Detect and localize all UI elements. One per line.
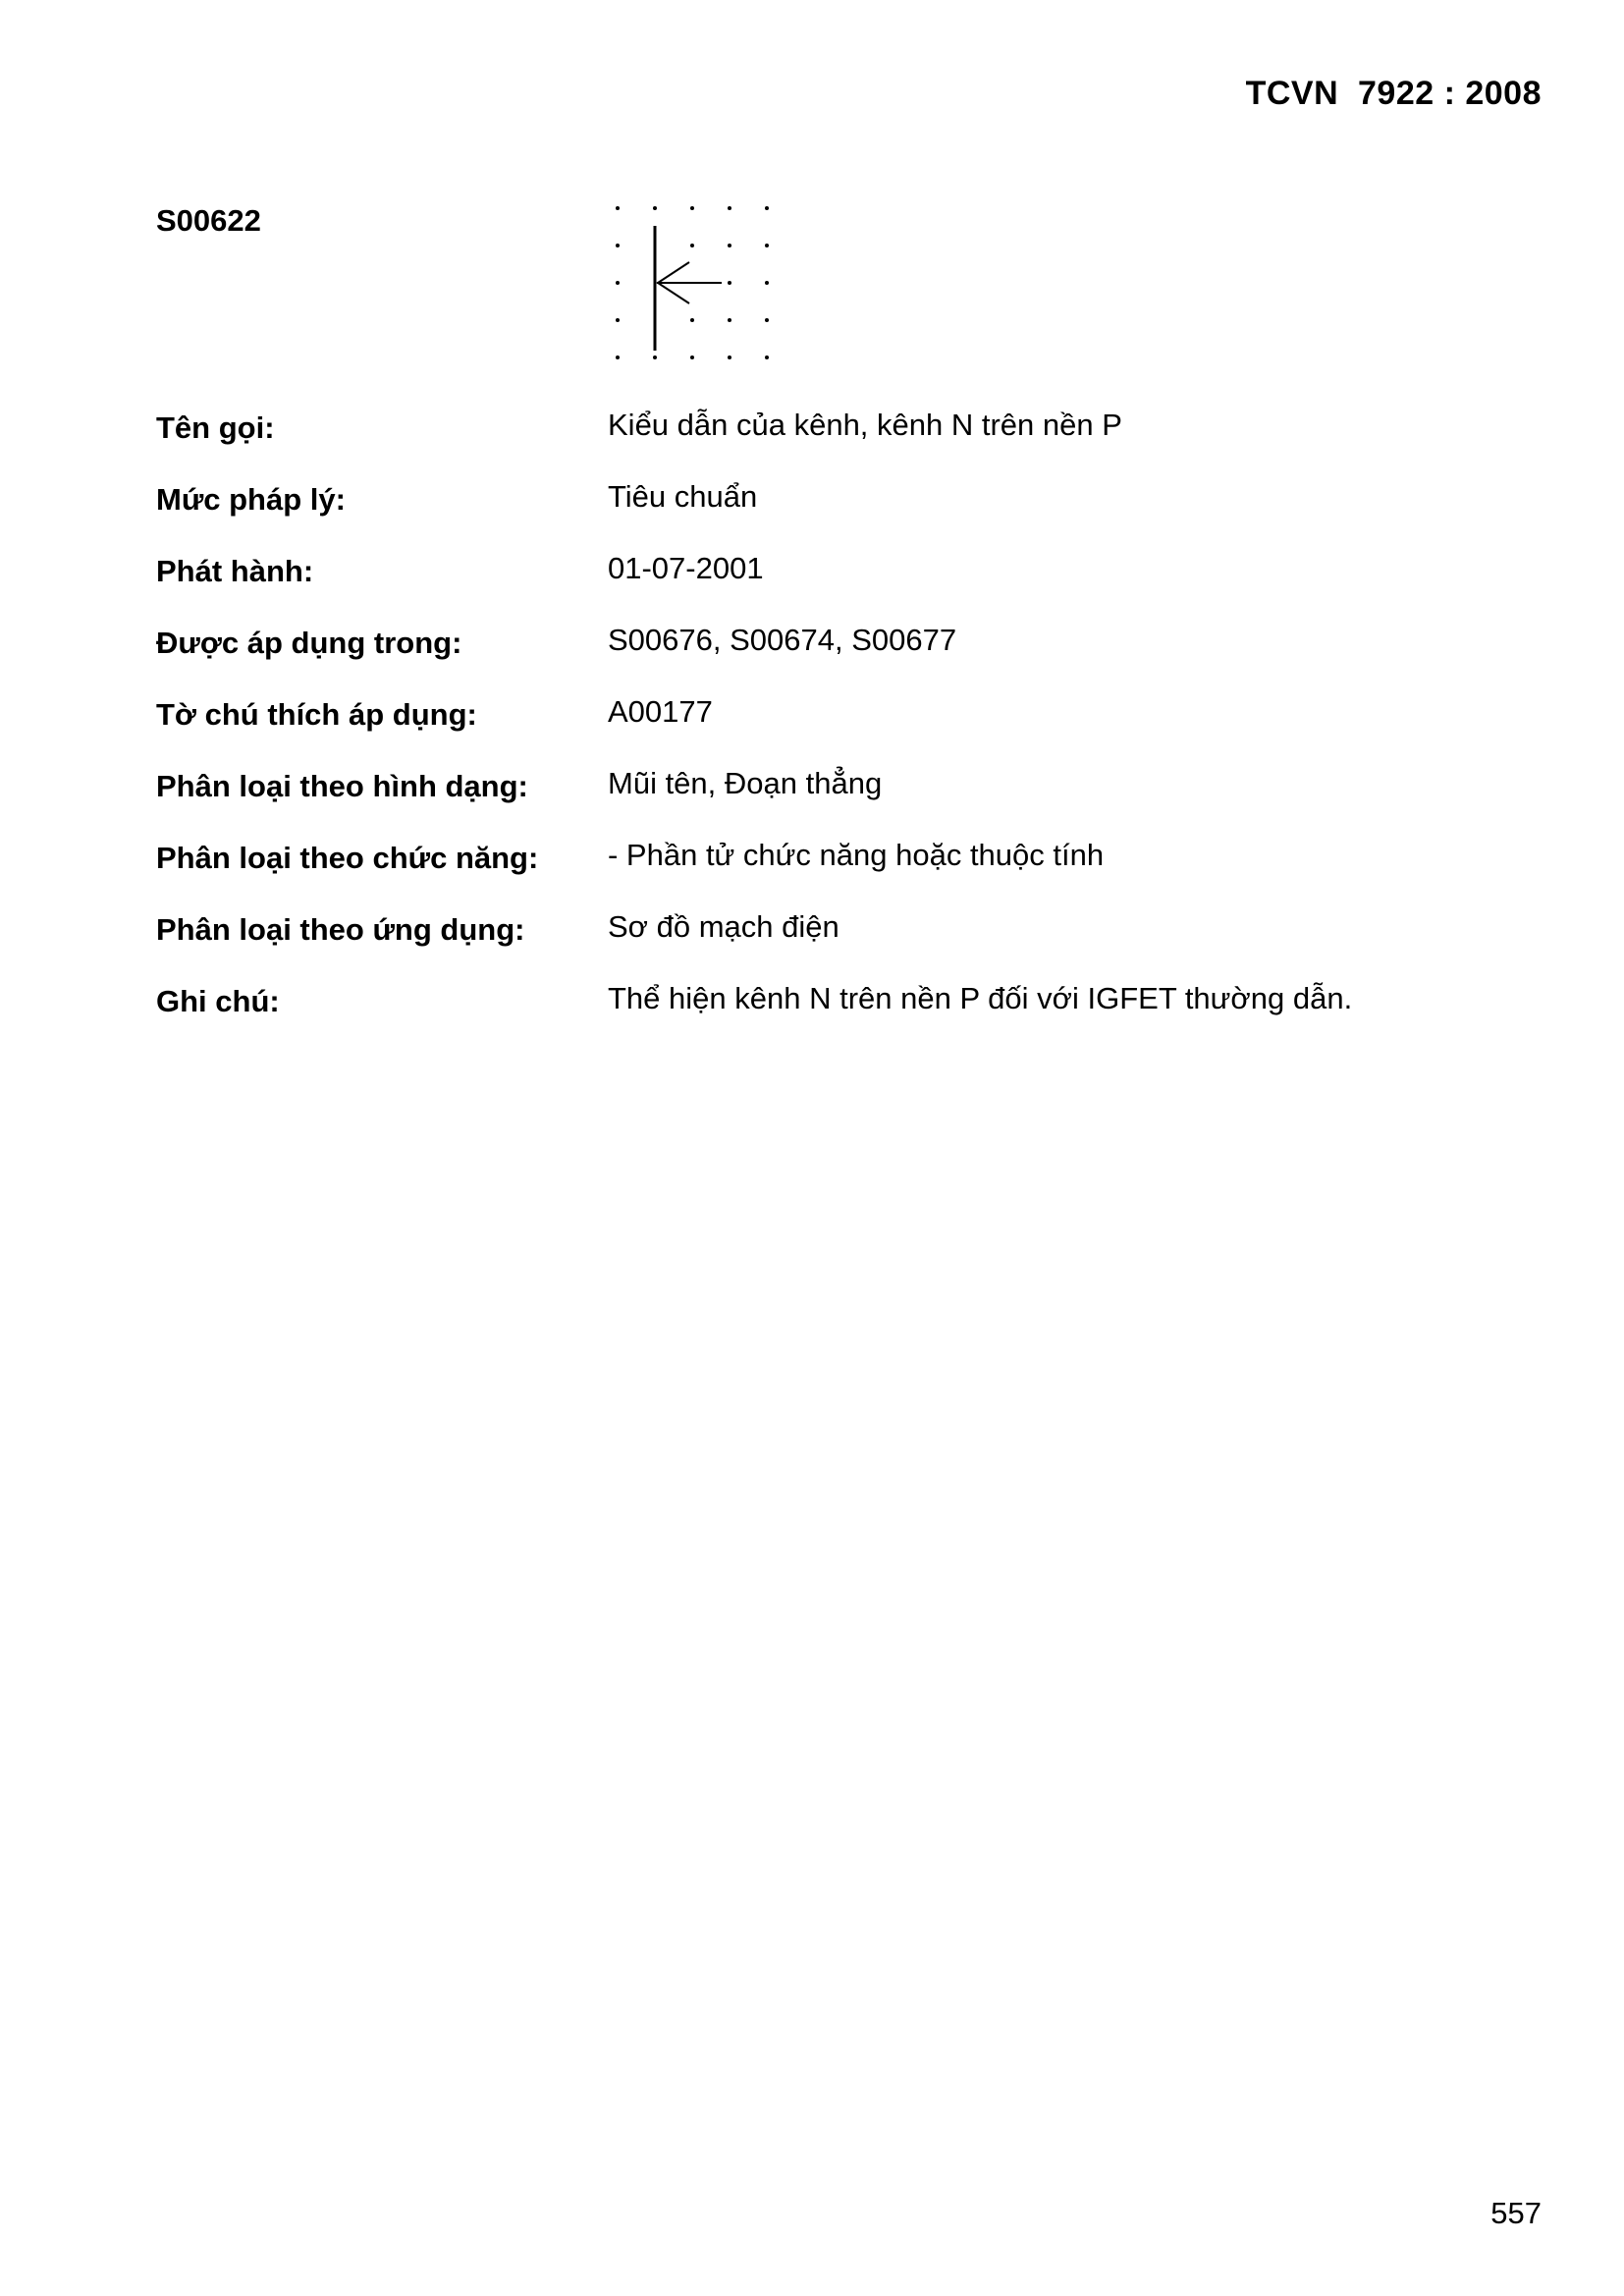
field-label: Ghi chú: xyxy=(156,984,280,1018)
field-value: A00177 xyxy=(608,694,713,729)
field-row-application-class xyxy=(156,909,1531,984)
igfet-n-channel-arrow-symbol-icon xyxy=(601,191,797,388)
field-label: Mức pháp lý: xyxy=(156,482,346,517)
field-label: Phát hành: xyxy=(156,554,314,588)
field-row-note xyxy=(156,981,1531,1056)
field-value: Mũi tên, Đoạn thẳng xyxy=(608,766,883,800)
field-row-legal-level xyxy=(156,479,1531,554)
field-label: Phân loại theo hình dạng: xyxy=(156,769,528,803)
field-value: Kiểu dẫn của kênh, kênh N trên nền P xyxy=(608,408,1122,442)
field-value: S00676, S00674, S00677 xyxy=(608,623,957,657)
field-label: Được áp dụng trong: xyxy=(156,626,462,660)
standard-reference: TCVN 7922 : 2008 xyxy=(1245,75,1542,112)
field-value: Sơ đồ mạch điện xyxy=(608,909,839,944)
field-row-shape-class xyxy=(156,766,1531,841)
field-value: - Phần tử chức năng hoặc thuộc tính xyxy=(608,838,1105,872)
field-row-annotation-sheet xyxy=(156,694,1531,769)
field-label: Phân loại theo chức năng: xyxy=(156,841,539,875)
field-label: Tên gọi: xyxy=(156,410,275,445)
page-number: 557 xyxy=(1490,2196,1542,2230)
field-value: 01-07-2001 xyxy=(608,551,764,585)
field-row-name xyxy=(156,410,1531,482)
field-label: Tờ chú thích áp dụng: xyxy=(156,697,477,732)
symbol-fields xyxy=(156,410,1531,1056)
field-row-function-class xyxy=(156,838,1531,912)
symbol-id: S00622 xyxy=(156,203,261,238)
field-label: Phân loại theo ứng dụng: xyxy=(156,912,525,947)
field-value: Thể hiện kênh N trên nền P đối với IGFET thường dẫn. xyxy=(608,981,1353,1015)
field-row-issued xyxy=(156,551,1531,626)
field-row-applied-in xyxy=(156,623,1531,697)
field-value: Tiêu chuẩn xyxy=(608,479,758,514)
